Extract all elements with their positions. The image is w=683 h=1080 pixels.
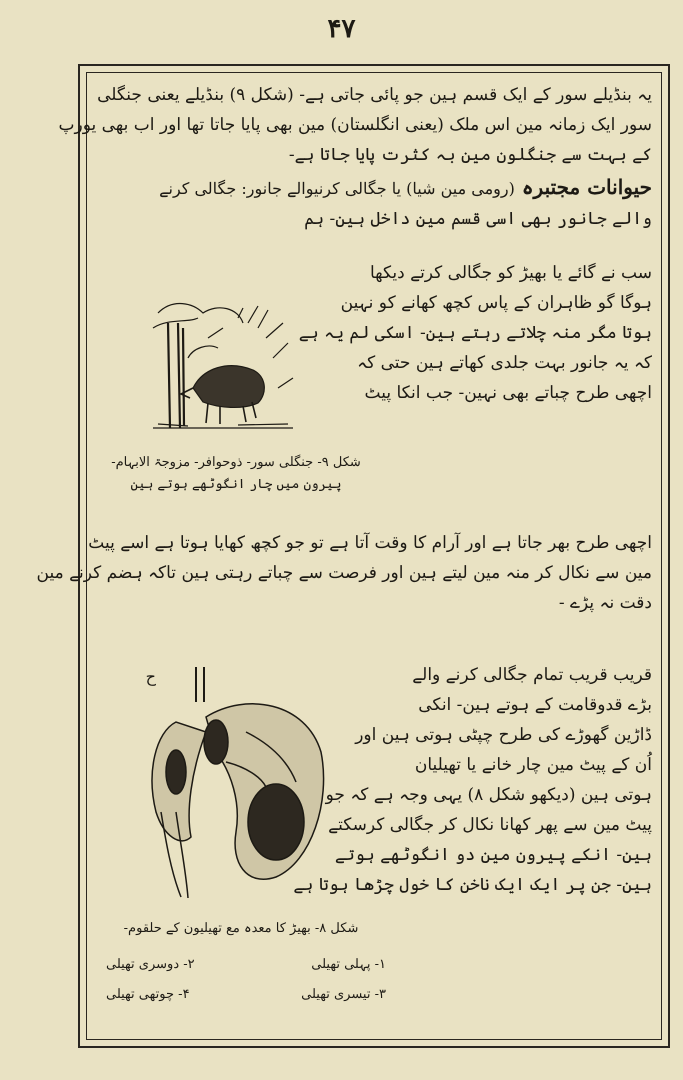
text-line: اُن کے پیٹ مین چار خانے یا تھیلیان: [414, 755, 652, 775]
text-line: ہوگا گو ظاہران کے پاس کچھ کھانے کو نہین: [340, 293, 652, 313]
wild-boar-illustration: [148, 298, 298, 438]
text-line: ہین- جن پر ایک ایک ناخن کا خول چڑھا ہوتا ہے: [293, 875, 652, 895]
text-line: یہ بنڈیلے سور کے ایک قسم ہین جو پائی جاتی ہے- (شکل ۹) بنڈیلے یعنی جنگلی: [97, 85, 652, 105]
text-line: مین سے نکال کر منہ مین لیتے ہین اور فرصت سے چباتے رہتی ہین تاکہ ہضم کرنے مین: [36, 563, 652, 583]
figure-8-parts: [106, 950, 386, 1010]
caption-line: شکل ۹- جنگلی سور- ذوحوافر- مزوجۃ الابہام-: [111, 455, 361, 470]
part-label: ۲- دوسری تھیلی: [106, 957, 195, 972]
figure-9-caption: [96, 452, 376, 496]
text-line: اچھی طرح چباتے بھی نہین- جب انکا پیٹ: [364, 383, 652, 403]
para1-continuation: [36, 528, 652, 618]
section-heading: [96, 170, 652, 204]
page-content: [36, 80, 652, 1030]
text-line: کے بہت سے جنگلون مین بہ کثرت پایا جاتا ہے-: [288, 145, 652, 165]
text-line: ہین- انکے پیرون مین دو انگوٹھے ہوتے: [334, 845, 652, 865]
text-line: ڈاڑین گھوڑے کی طرح چپٹی ہوتی ہین اور: [355, 725, 652, 745]
part-label: ۱- پہلی تھیلی: [311, 957, 386, 972]
text-line: ہوتی ہین (دیکھو شکل ۸) یہی وجہ ہے کہ جو: [325, 785, 652, 805]
para2-block: [293, 660, 652, 900]
text-line: سور ایک زمانہ مین اس ملک (یعنی انگلستان) مین بھی پایا جاتا تھا اور اب بھی یورپ: [58, 115, 652, 135]
intro-block: [58, 80, 652, 234]
figure-label-letter: ح: [145, 667, 156, 686]
para1-side-block: [298, 258, 652, 408]
sheep-stomach-illustration: [136, 662, 326, 912]
text-line: اچھی طرح بھر جاتا ہے اور آرام کا وقت آتا ہے تو جو کچھ کھایا ہوتا ہے اسے پیٹ: [88, 533, 652, 553]
text-line: سب نے گائے یا بھیڑ کو جگالی کرتے دیکھا: [370, 263, 652, 283]
text-line: قریب قریب تمام جگالی کرنے والے: [412, 665, 652, 685]
parts-row: [106, 980, 386, 1010]
text-line: پیٹ مین سے پھر کھانا نکال کر جگالی کرسکتے: [328, 815, 652, 835]
part-label: ۴- چوتھی تھیلی: [106, 987, 190, 1002]
text-line: ہوتا مگر منہ چلاتے رہتے ہین- اسکی لم یہ ہے: [298, 323, 652, 343]
text-line: والے جانور بھی اسی قسم مین داخل ہین- ہم: [304, 209, 652, 229]
text-line: دقت نہ پڑے -: [558, 593, 652, 613]
page-number: ۴۷: [327, 14, 356, 44]
caption-line: پیرون میں چار انگوٹھے ہوتے ہین: [130, 477, 342, 492]
heading-rest: (رومی مین شیا) یا جگالی کرنیوالے جانور: جگالی کرنے: [159, 179, 515, 198]
text-line: کہ یہ جانور بہت جلدی کھاتے ہین حتی کہ: [357, 353, 652, 373]
text-line: بڑے قدوقامت کے ہوتے ہین- انکی: [418, 695, 652, 715]
figure-8-caption: شکل ۸- بھیڑ کا معدہ مع تھیلیون کے حلقوم-: [123, 921, 359, 936]
part-label: ۳- تیسری تھیلی: [301, 987, 386, 1002]
parts-row: [106, 950, 386, 980]
heading-title: حیوانات مجتبرہ: [521, 175, 652, 199]
